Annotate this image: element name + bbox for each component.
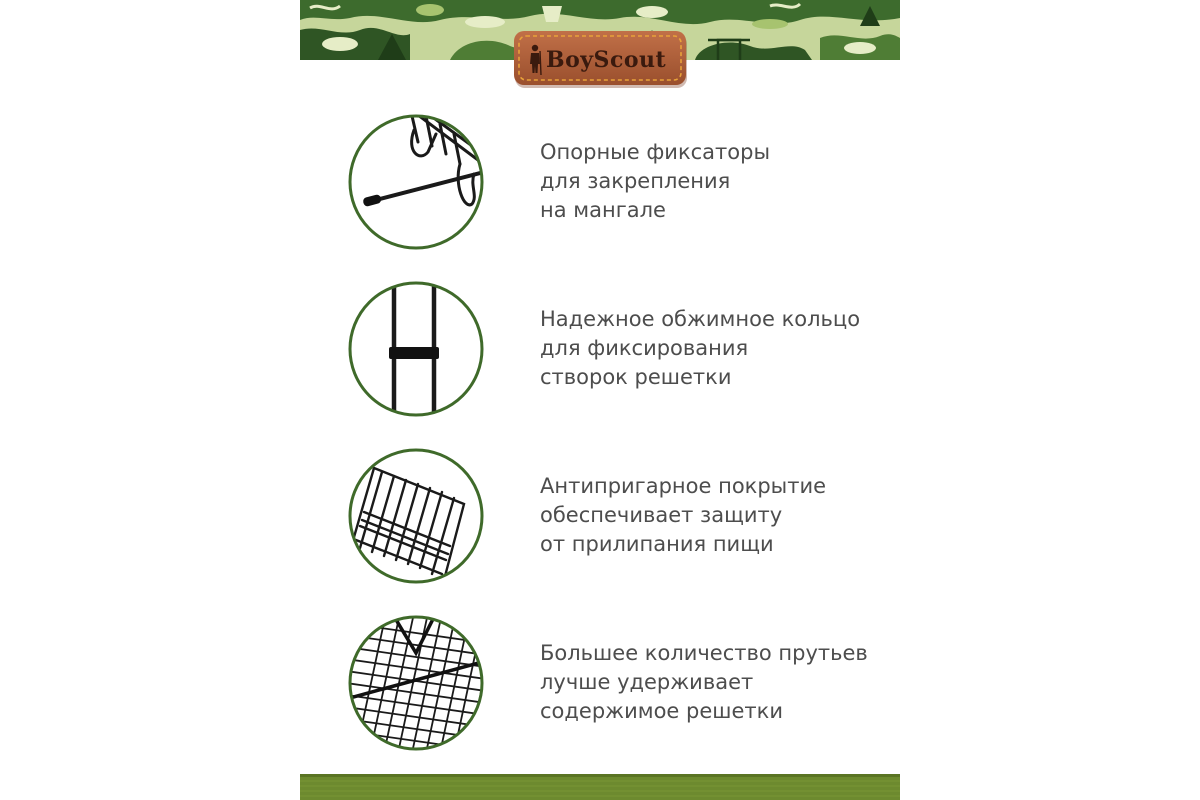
feature-text: Надежное обжимное кольцо для фиксирования створок решетки [540, 307, 861, 389]
fabric-footer-band [300, 774, 900, 800]
feature-row-support-clamps [346, 112, 846, 252]
crimp-ring-icon [346, 279, 486, 419]
support-clamp-icon [346, 112, 486, 252]
brand-logo-badge [512, 29, 690, 91]
feature-row-crimp-ring [346, 279, 861, 419]
feature-row-dense-rods [346, 613, 868, 753]
grate-coating-icon [346, 446, 486, 586]
feature-text: Большее количество прутьев лучше удерживает содержимое решетки [540, 641, 868, 723]
feature-row-nonstick-coating [346, 446, 846, 586]
product-feature-card [300, 0, 900, 800]
feature-text: Антипригарное покрытие обеспечивает защиту от прилипания пищи [540, 474, 827, 556]
dense-rods-icon [346, 613, 486, 753]
feature-text: Опорные фиксаторы для закрепления на мангале [540, 140, 771, 222]
brand-logo-text: BoyScout [546, 47, 667, 73]
